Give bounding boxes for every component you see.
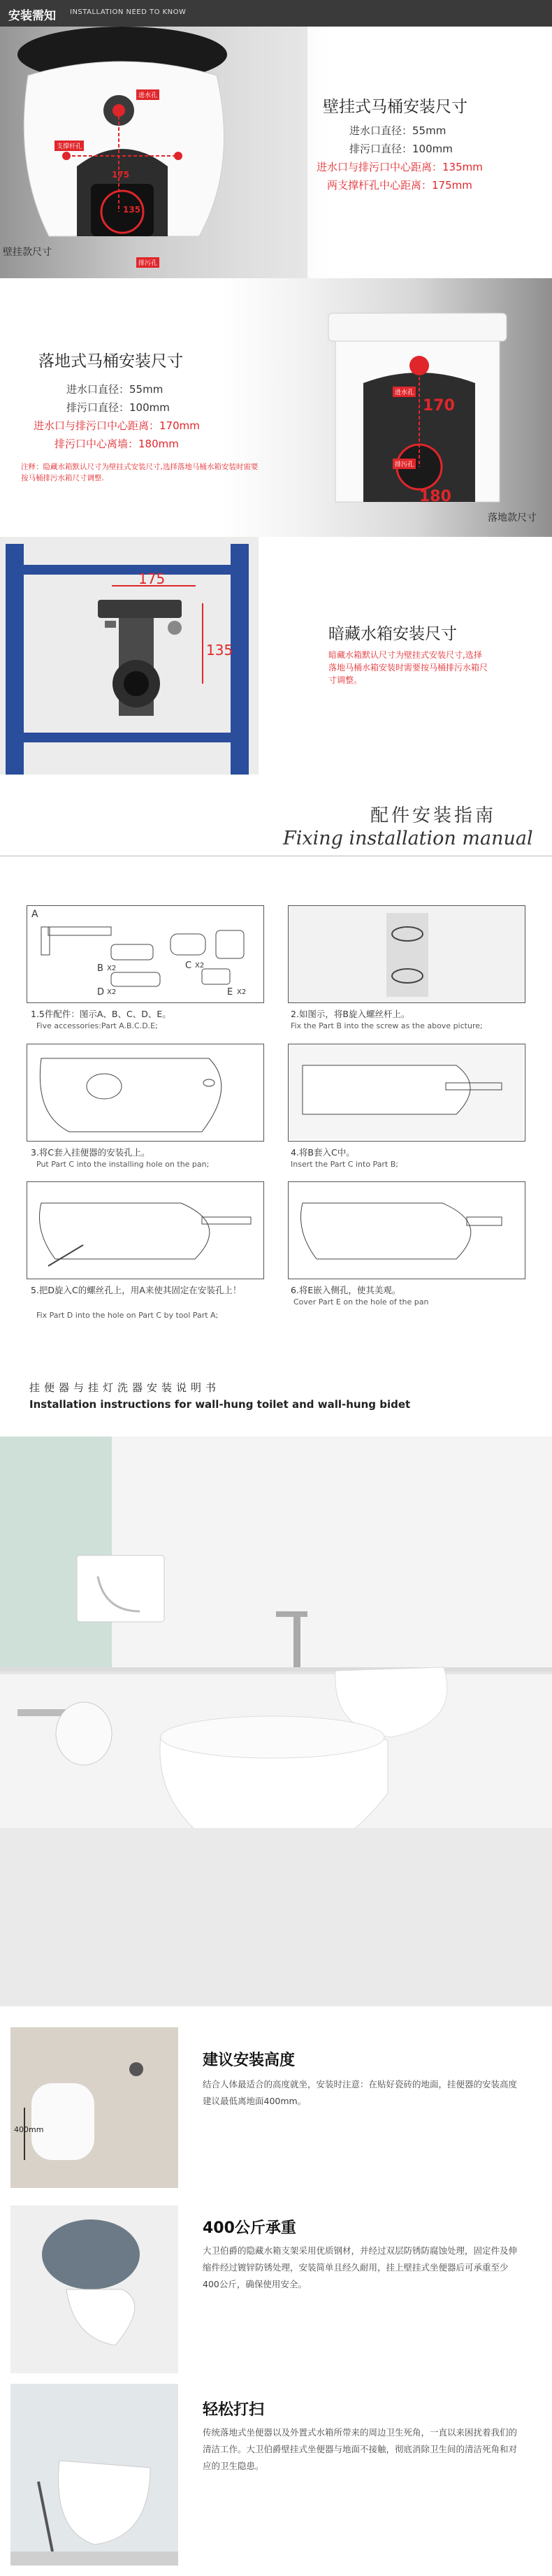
wall-hung-toilet-diagram xyxy=(0,27,307,278)
bathroom-scene xyxy=(0,1437,552,2006)
fixing-steps xyxy=(0,870,552,1360)
feature3-image xyxy=(10,2384,178,2566)
part-a-letter: A xyxy=(31,909,38,920)
step6-panel xyxy=(288,1181,525,1279)
feature1-text: 结合人体最适合的高度就坐，安装时注意：在贴好瓷砖的地面，挂便器的安装高度建议最低离地面400mm。 xyxy=(203,2079,518,2106)
step4-zh: 4.将B套入C中。 xyxy=(291,1147,355,1158)
step5-panel xyxy=(27,1181,264,1279)
dim-135: 135 xyxy=(123,205,141,215)
floor-wall-distance: 排污口中心离墙：180mm xyxy=(55,438,179,450)
fixing-title-zh: 配件安装指南 xyxy=(370,805,497,826)
wall-hung-inlet: 进水口直径：55mm xyxy=(349,124,446,137)
step6-zh: 6.将E嵌入侧孔，使其美观。 xyxy=(291,1285,401,1295)
tank-dim-135: 135 xyxy=(206,642,233,659)
wall-hung-bolt-distance: 两支撑杆孔中心距离：175mm xyxy=(327,179,472,192)
tank-section xyxy=(0,537,552,775)
step5-drawing xyxy=(27,1182,262,1277)
step5-zh: 5.把D旋入C的螺丝孔上，用A来使其固定在安装孔上！ xyxy=(31,1285,242,1295)
header-subtitle: INSTALLATION NEED TO KNOW xyxy=(70,8,187,16)
floor-caption: 落地款尺寸 xyxy=(488,512,537,524)
step3-drawing xyxy=(27,1044,262,1139)
step2-panel xyxy=(288,905,525,1003)
fixing-title-en: Fixing installation manual xyxy=(283,828,533,849)
tank-title: 暗藏水箱安装尺寸 xyxy=(328,625,457,643)
wall-hung-distance: 进水口与排污口中心距离：135mm xyxy=(317,161,483,173)
feature3-title: 轻松打扫 xyxy=(203,2401,265,2419)
header-bar xyxy=(0,0,552,27)
dim-170: 170 xyxy=(423,397,455,415)
tank-dim-175: 175 xyxy=(138,570,166,587)
floor-note: 注释：隐藏水箱默认尺寸为壁挂式安装尺寸,选择落地马桶水箱安装时需要按马桶排污水箱尺寸调整. xyxy=(21,463,259,482)
instructions-title-zh: 挂便器与挂灯洗器安装说明书 xyxy=(29,1381,221,1394)
feature1-title: 建议安装高度 xyxy=(203,2052,296,2069)
feature2-title: 400公斤承重 xyxy=(203,2219,296,2237)
floor-distance: 进水口与排污口中心距离：170mm xyxy=(34,419,200,432)
step6-en: Cover Part E on the hole of the pan xyxy=(293,1297,429,1307)
instructions-heading xyxy=(0,1363,552,1433)
floor-inlet: 进水口直径：55mm xyxy=(66,383,164,396)
part-e-letter: E xyxy=(227,987,233,998)
step4-panel xyxy=(288,1044,525,1142)
step1-en: Five accessories:Part A.B.C.D.E; xyxy=(36,1021,158,1030)
instructions-title-en: Installation instructions for wall-hung toilet and wall-hung bidet xyxy=(29,1398,411,1411)
features xyxy=(0,2020,552,2576)
part-c-letter: C xyxy=(185,960,192,971)
step2-drawing xyxy=(289,906,523,1001)
part-b-letter: B xyxy=(97,963,103,974)
floor-section xyxy=(0,278,552,537)
step4-en: Insert the Part C into Part B; xyxy=(291,1160,399,1169)
step1-panel xyxy=(27,905,264,1003)
step2-zh: 2.如图示，将B旋入螺丝杆上。 xyxy=(291,1009,410,1019)
part-e-qty: X2 xyxy=(237,988,247,996)
part-c-qty: X2 xyxy=(195,962,205,970)
feature3-text: 传统落地式坐便器以及外置式水箱所带来的周边卫生死角，一直以来困扰着我们的清洁工作。大卫伯爵壁挂式坐便器与地面不接触，彻底消除卫生间的清洁死角和对应的卫生隐患。 xyxy=(203,2427,518,2471)
step4-drawing xyxy=(289,1044,523,1139)
step3-zh: 3.将C套入挂便器的安装孔上。 xyxy=(31,1147,150,1158)
wall-hung-title: 壁挂式马桶安装尺寸 xyxy=(323,98,467,116)
wall-hung-drain: 排污口直径：100mm xyxy=(349,143,453,155)
wall-hung-caption: 壁挂款尺寸 xyxy=(3,247,52,258)
bathroom-photo xyxy=(0,1437,552,2006)
step3-en: Put Part C into the installing hole on the pan; xyxy=(36,1160,210,1169)
label-drain: 排污孔 xyxy=(136,257,159,268)
feature2-text: 大卫伯爵的隐藏水箱支架采用优质钢材，并经过双层防锈防腐蚀处理，固定件及伸缩件经过镀锌防锈处理，安装简单且经久耐用，挂上壁挂式坐便器后可承重至少400公斤，确保使用安全。 xyxy=(203,2245,518,2289)
dim-175: 175 xyxy=(112,170,130,180)
step2-en: Fix the Part B into the screw as the above picture; xyxy=(291,1021,483,1030)
floor-title: 落地式马桶安装尺寸 xyxy=(38,352,183,370)
step5-en: Fix Part D into the hole on Part C by tool Part A; xyxy=(36,1311,219,1320)
feature2-image xyxy=(10,2206,178,2373)
part-b-qty: X2 xyxy=(107,965,117,972)
tank-note: 暗藏水箱默认尺寸为壁挂式安装尺寸,选择落地马桶水箱安装时需要按马桶排污水箱尺寸调整。 xyxy=(328,650,488,685)
dim-180: 180 xyxy=(419,488,451,505)
part-d-letter: D xyxy=(97,987,105,998)
parts-drawing xyxy=(27,906,258,997)
wall-hung-section xyxy=(0,27,552,278)
label-bolt-hole: 支撑杆孔 xyxy=(55,141,84,151)
fixing-heading xyxy=(0,775,552,865)
label-inlet: 进水孔 xyxy=(136,89,159,100)
step3-panel xyxy=(27,1044,264,1142)
floor-label-inlet: 进水孔 xyxy=(393,387,416,397)
floor-label-drain: 排污孔 xyxy=(393,459,416,469)
feature1-image xyxy=(10,2027,178,2188)
part-d-qty: X2 xyxy=(107,988,117,996)
floor-drain: 排污口直径：100mm xyxy=(66,401,170,414)
height-badge: 400mm xyxy=(14,2125,44,2134)
step6-drawing xyxy=(289,1182,523,1277)
step1-zh: 1.5件配件：图示A、B、C、D、E。 xyxy=(31,1009,171,1019)
header-title: 安装需知 xyxy=(8,9,56,23)
